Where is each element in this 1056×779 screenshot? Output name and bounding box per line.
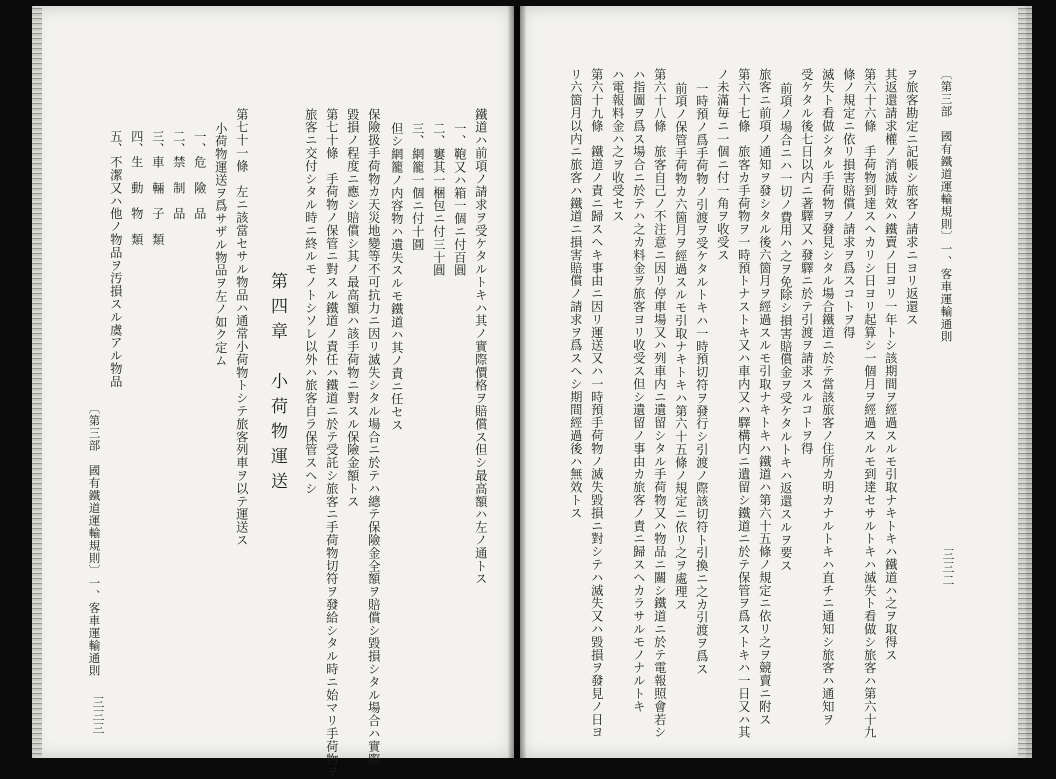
left-page-number: 三三三: [91, 696, 105, 735]
right-text-line: 其返還請求權ノ消滅時效ハ鐵賣ノ日ヨリ一年トシ該期間ヲ經過スルモ引取ナキトキハ鐵道ハ之ヲ取得ス: [883, 68, 898, 662]
left-text-line: 但シ網籠ノ内容物ハ遺失スルモ鐵道ハ其ノ責ニ任セス: [389, 122, 404, 432]
left-text-line: 第七十一條 左ニ該當セサル物品ハ通常小荷物トシテ旅客列車ヲ以テ運送ス: [234, 108, 249, 547]
right-text-line: 第六十九條 鐵道ノ責ニ歸スヘキ事由ニ因リ運送又ハ一時預手荷物ノ滅失毀損ニ對シテハ滅失又ハ毀損ヲ發見ノ日ヨ: [589, 68, 604, 739]
left-text-line: 鐵道ハ前項ノ請求ヲ受ケタルトキハ其ノ實際價格ヲ賠償ス但シ最高額ハ左ノ通トス: [473, 108, 488, 586]
right-text-line: ハ指圖ヲ爲ス場合ニ於テハ之カ料金ヲ旅客ヨリ收受ス但シ遺留ノ事由カ旅客ノ責ニ歸スヘカラサルモノナルトキ: [631, 68, 646, 713]
book-gutter: [508, 6, 526, 758]
left-text-line: 小荷物運送ヲ爲サザル物品ヲ左ノ如ク定ム: [213, 122, 228, 368]
left-text-line: 保險扱手荷物カ天災地變等不可抗力ニ因リ滅失シタル場合ニ於テハ總テ保險金全額ヲ賠償シ毀損シタル場合ハ實際: [366, 108, 381, 766]
right-text-line: 受ケタル後七日以内ニ著驛又ハ發驛ニ於テ引渡ヲ請求スルコトヲ得: [799, 68, 814, 455]
right-text-line: ヲ旅客勘定ニ記帳シ旅客ノ請求ニヨリ返還ス: [904, 68, 919, 326]
left-text-line: 二、禁 制 品: [171, 130, 186, 221]
left-text-line: 旅客ニ交付シタル時ニ終ルモノトシソレ以外ハ旅客自ラ保管スヘシ: [303, 108, 318, 495]
right-running-header: 〔第三部 國有鐵道運輸規則〕一、客車運輸通則: [939, 68, 954, 343]
right-text-line: 前項ノ場合ニハ一切ノ費用ハ之ヲ免除シ損害賠償金ヲ受ケタルトキハ返還スルヲ要ス: [778, 82, 793, 573]
left-text-line: 三、車 輛 子 類: [150, 130, 165, 247]
right-text-line: ノ未滿毎ニ一個ニ付一角ヲ收受ス: [715, 68, 730, 262]
right-text-line: 旅客ニ前項ノ通知ヲ發シタル後六箇月ヲ經過スルモ引取ナキトキハ鐵道ハ第六十五條ノ規定ニ依リ之ヲ競賣ニ附ス: [757, 68, 772, 726]
right-text-line: リ六箇月以内ニ旅客ハ鐵道ニ損害賠償ノ請求ヲ爲スヘシ期間經過後ハ無效トス: [568, 68, 583, 520]
left-text-line: 一、鞄又ハ箱一個ニ付百圓: [452, 122, 467, 277]
right-text-line: 一時預ノ爲手荷物ノ引渡ヲ受ケタルトキハ一時預切符ヲ發行シ引渡ノ際該切符ト引換ニ之カ引渡ヲ爲ス: [694, 82, 709, 676]
left-running-header: 〔第三部 國有鐵道運輸規則〕一、客車運輸通則: [87, 402, 102, 677]
right-text-line: 滅失ト看做シタル手荷物ヲ發見シタル場合鐵道ニ於テ當該旅客ノ住所カ明カナルトキハ直チニ通知シ旅客ハ通知ヲ: [820, 68, 835, 726]
left-text-line: 一、危 險 品: [192, 130, 207, 221]
left-text-line: 第七十條 手荷物ノ保管ニ對スル鐵道ノ責任ハ鐵道ニ於テ受託シ旅客ニ手荷物切符ヲ發給シタル時ニ始マリ手荷物ヲ: [324, 108, 339, 779]
left-text-line: 毀損ノ程度ニ應シ賠償シ其ノ最高額ハ該手荷物ニ對スル保險金額トス: [345, 108, 360, 508]
right-text-line: 第六十六條 手荷物到達スヘカリシ日ヨリ起算シ一個月ヲ經過スルモ到達セサルトキハ滅失ト看做シ旅客ハ第六十九: [862, 68, 877, 739]
right-text-line: 條ノ規定ニ依リ損害賠償ノ請求ヲ爲スコトヲ得: [841, 68, 856, 339]
right-text-line: 前項ノ保管手荷物カ六箇月ヲ經過スルモ引取ナキトキハ第六十五條ノ規定ニ依リ之ヲ處理ス: [673, 82, 688, 611]
right-text-line: 第六十八條 旅客自己ノ不注意ニ因リ停車場又ハ列車内ニ遺留シタル手荷物又ハ物品ニ關シ鐵道ニ於テ電報照會若シ: [652, 68, 667, 739]
left-text-line: 三、網籠一個ニ付十圓: [410, 122, 425, 251]
left-text-line: 二、窶其一梱包ニ付三十圓: [431, 122, 446, 277]
right-text-line: ハ電報料金ハ之ヲ收受セス: [610, 68, 625, 223]
left-page-edge: [32, 6, 42, 758]
left-text-line: 五、不潔又ハ他ノ物品ヲ汚損スル虞アル物品: [108, 130, 123, 388]
chapter-title: 第四章 小荷物運送: [267, 272, 287, 497]
right-page-edge: [1018, 6, 1032, 758]
left-text-line: 四、生 動 物 類: [129, 130, 144, 247]
right-page-number: 三三二: [941, 548, 955, 587]
right-text-line: 第六十七條 旅客カ手荷物ヲ一時預トナストキ又ハ車内又ハ驛構内ニ遺留シ鐵道ニ於テ保管ヲ爲ストキハ一日又ハ其: [736, 68, 751, 739]
